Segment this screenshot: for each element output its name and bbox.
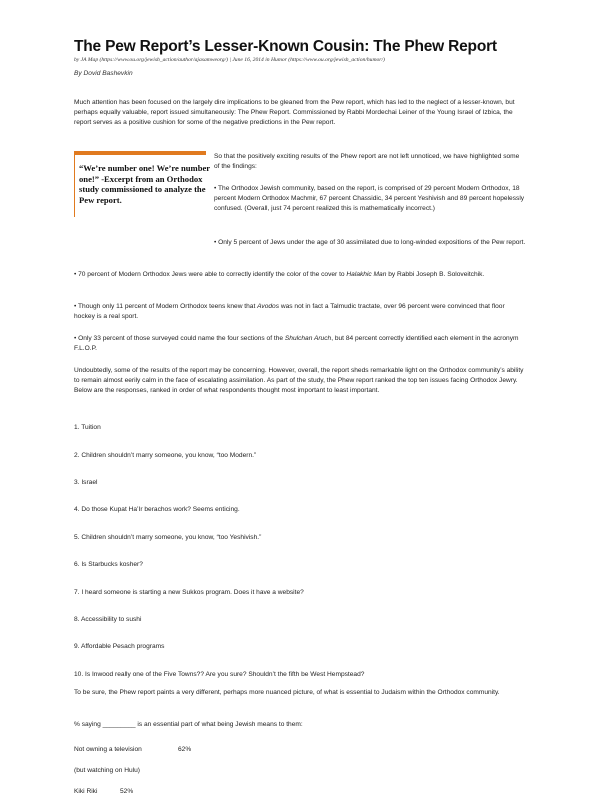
- article-meta: by JA Map (https://www.ou.org/jewish_action/author/ajasamweorg/) | June 16, 2014 in Humor (https://www.ou.org/jewish_action/humor/): [74, 57, 385, 63]
- finding-2: • Only 5 percent of Jews under the age of 30 assimilated due to long-winded expositions of the Pew report.: [214, 239, 526, 246]
- pull-quote: “We’re number one! We’re number one!” -Excerpt from an Orthodox study commissioned to analyze the Pew report.: [79, 163, 210, 205]
- finding-3-text-a: • 70 percent of Modern Orthodox Jews were able to correctly identify the color of the cover to: [74, 271, 347, 278]
- list-item: 1. Tuition: [74, 424, 101, 431]
- list-item: 4. Do those Kupat Ha’Ir berachos work? Seems enticing.: [74, 506, 240, 513]
- finding-3: [74, 270, 526, 280]
- list-item: 2. Children shouldn’t marry someone, you know, “too Modern.”: [74, 452, 257, 459]
- intro-paragraph: Much attention has been focused on the largely dire implications to be gleaned from the Pew report, which has led to the neglect of a lesser-known, but perhaps equally valuable, report issued simultaneously: The Phew Report. Commissioned by Rabbi Mordechai Leiner of the Young Israel of Izbica, the report serves as a positive cushion for some of the negative predictions in the Pew report.: [74, 99, 515, 126]
- list-item: 5. Children shouldn’t marry someone, you know, “too Yeshivish.”: [74, 534, 262, 541]
- finding-4-term: Avodos: [257, 303, 280, 310]
- finding-5: [74, 334, 526, 354]
- finding-5-term: Shulchan Aruch: [284, 335, 332, 342]
- list-item: 10. Is Inwood really one of the Five Towns?? Are you sure? Shouldn’t the fifth be West Hempstead?: [74, 671, 365, 678]
- finding-4-text-b: was not in fact a Talmudic tractate, over 96 percent were convinced that floor hockey is a real sport.: [74, 303, 505, 320]
- survey-value: 52%: [120, 788, 134, 795]
- finding-5-text-a: • Only 33 percent of those surveyed could name the four sections of the: [74, 335, 285, 342]
- list-item: 7. I heard someone is starting a new Sukkos program. Does it have a website?: [74, 589, 304, 596]
- pull-quote-box: [74, 151, 210, 217]
- list-item: 6. Is Starbucks kosher?: [74, 561, 143, 568]
- finding-3-title: Halakhic Man: [346, 271, 387, 278]
- finding-4: [74, 302, 526, 322]
- list-item: 9. Affordable Pesach programs: [74, 643, 165, 650]
- findings-intro: So that the positively exciting results of the Phew report are not left unnoticed, we have highlighted some of the findings:: [214, 153, 520, 170]
- byline: By Dovid Bashevkin: [74, 70, 133, 77]
- article: [74, 38, 526, 795]
- finding-3-text-b: by Rabbi Joseph B. Soloveitchik.: [386, 271, 485, 278]
- survey-prompt: % saying _________ is an essential part of what being Jewish means to them:: [74, 721, 303, 728]
- survey-value: 62%: [178, 746, 192, 753]
- finding-5-text-b: , but 84 percent correctly identified each element in the acronym F.L.O.P.: [74, 335, 519, 352]
- analysis-paragraph: Undoubtedly, some of the results of the report may be concerning. However, overall, the report sheds remarkable light on the Orthodox community’s ability to remain almost eerily calm in the face of escalating assimilation. As part of the study, the Phew report ranked the top ten issues facing Orthodox Jewry. Below are the responses, ranked in order of what respondents thought most important to least important.: [74, 367, 524, 394]
- article-title: The Pew Report’s Lesser-Known Cousin: The Phew Report: [74, 38, 497, 55]
- survey-label: Kiki Riki: [74, 788, 98, 795]
- survey-label: Not owning a television: [74, 746, 142, 753]
- list-item: 8. Accessibility to sushi: [74, 616, 142, 623]
- survey-row: [74, 745, 526, 755]
- survey-row: [74, 766, 526, 776]
- survey-label: (but watching on Hulu): [74, 767, 140, 774]
- closing-paragraph: To be sure, the Phew report paints a very different, perhaps more nuanced picture, of what is essential to Judaism within the Orthodox community.: [74, 689, 500, 696]
- list-item: 3. Israel: [74, 479, 98, 486]
- finding-1: • The Orthodox Jewish community, based on the report, is comprised of 29 percent Modern Orthodox, 18 percent Modern Orthodox Machmir, 67 percent Chassidic, 34 percent Yeshivish and 89 percent hopelessly confused. (Overall, just 74 percent realized this is mathematically incorrect.): [214, 185, 525, 212]
- finding-4-text-a: • Though only 11 percent of Modern Orthodox teens knew that: [74, 303, 258, 310]
- survey-row: [74, 787, 526, 797]
